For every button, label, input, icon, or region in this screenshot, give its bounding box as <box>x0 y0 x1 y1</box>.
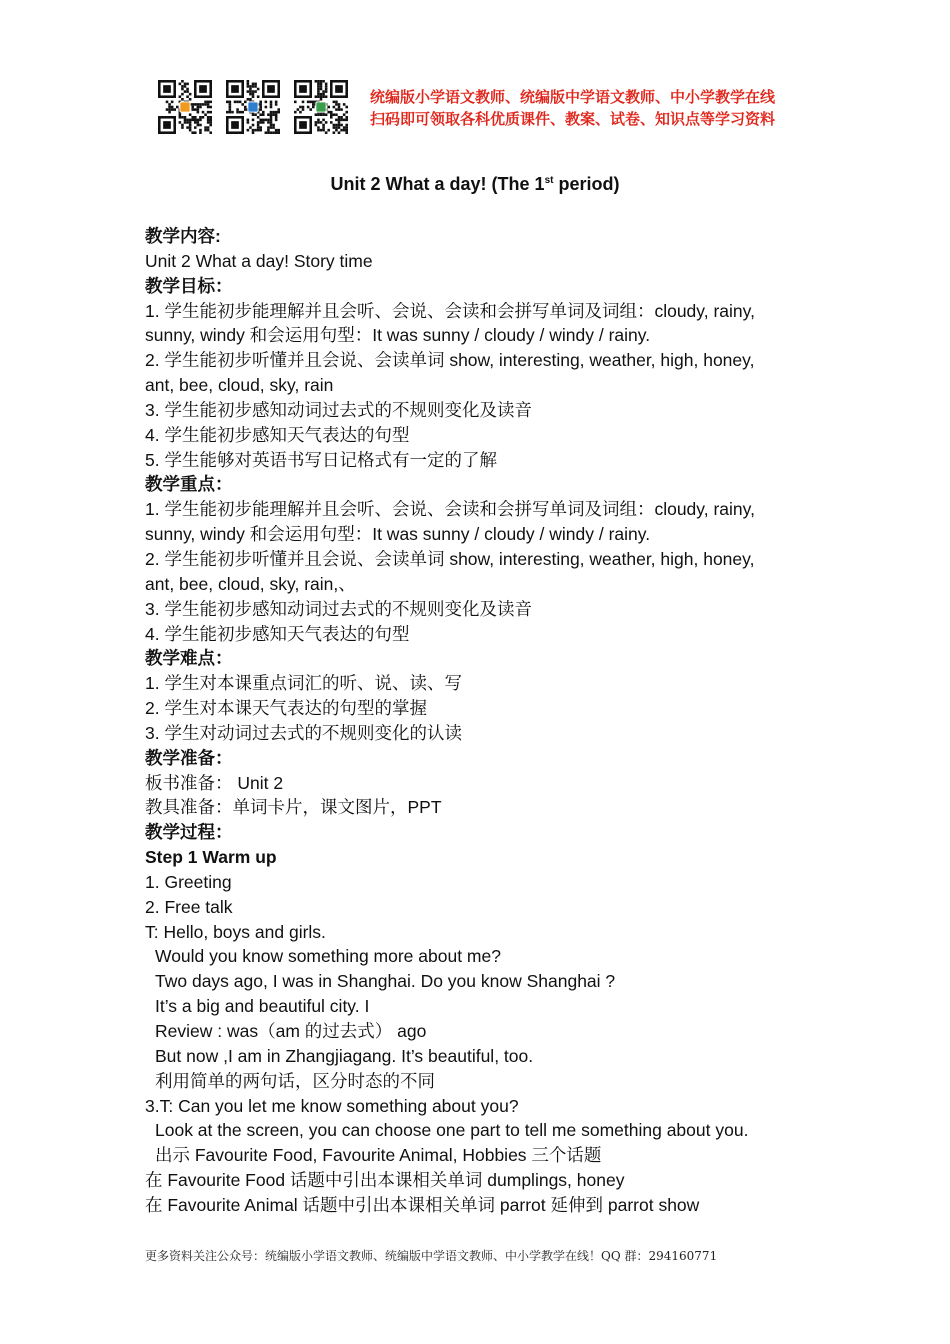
section-heading: 教学内容: <box>145 226 221 246</box>
section-heading: Step 1 Warm up <box>145 847 277 868</box>
section-heading: 教学准备： <box>145 747 233 768</box>
title-main: Unit 2 What a day! (The 1 <box>330 174 545 194</box>
title-superscript: st <box>544 175 554 186</box>
text-line: 板书准备： Unit 2 <box>145 772 284 793</box>
qr-code-2 <box>226 80 280 134</box>
section-heading: 教学难点： <box>145 648 233 669</box>
text-line: 1. 学生能初步能理解并且会听、会说、会读和会拼写单词及词组：cloudy, rainy, <box>145 499 755 520</box>
text-line: Two days ago, I was in Shanghai. Do you know Shanghai ? <box>155 971 616 992</box>
text-line: 2. 学生对本课天气表达的句型的掌握 <box>145 698 427 719</box>
title-tail: period) <box>553 174 620 194</box>
text-line: T: Hello, boys and girls. <box>145 921 326 942</box>
text-line: 3. 学生能初步感知动词过去式的不规则变化及读音 <box>145 399 532 420</box>
text-line: 5. 学生能够对英语书写日记格式有一定的了解 <box>145 449 497 470</box>
text-line: It’s a big and beautiful city. I <box>155 996 370 1017</box>
text-line: 2. Free talk <box>145 896 233 917</box>
text-line: 3.T: Can you let me know something about you? <box>145 1095 519 1116</box>
section-heading: 教学目标： <box>145 275 233 296</box>
lesson-plan-body <box>145 224 815 1218</box>
text-line: 3. 学生能初步感知动词过去式的不规则变化及读音 <box>145 598 532 619</box>
page-header <box>158 80 798 136</box>
text-line: 4. 学生能初步感知天气表达的句型 <box>145 623 410 644</box>
page-footer: 更多资料关注公众号：统编版小学语文教师、统编版中学语文教师、中小学教学在线！QQ 群：294160771 <box>145 1249 718 1263</box>
text-line: Look at the screen, you can choose one part to tell me something about you. <box>155 1120 749 1141</box>
text-line: 在 Favourite Food 话题中引出本课相关单词 dumplings, honey <box>145 1170 625 1191</box>
text-line: 1. Greeting <box>145 871 232 892</box>
text-line: 4. 学生能初步感知天气表达的句型 <box>145 424 410 445</box>
text-line: ant, bee, cloud, sky, rain,、 <box>145 573 356 594</box>
text-line: Review : was（am 的过去式） ago <box>155 1021 427 1041</box>
qr-code-1 <box>158 80 212 134</box>
text-line: 3. 学生对动词过去式的不规则变化的认读 <box>145 722 462 743</box>
promo-text <box>370 86 775 130</box>
text-line: Would you know something more about me? <box>155 946 501 967</box>
text-line: sunny, windy 和会运用句型：It was sunny / cloudy / windy / rainy. <box>145 325 651 346</box>
text-line: 2. 学生能初步听懂并且会说、会读单词 show, interesting, weather, high, honey, <box>145 350 755 371</box>
text-line: 教具准备：单词卡片，课文图片，PPT <box>145 797 442 818</box>
text-line: 2. 学生能初步听懂并且会说、会读单词 show, interesting, weather, high, honey, <box>145 548 755 569</box>
text-line: 利用简单的两句话，区分时态的不同 <box>155 1070 435 1091</box>
promo-line-2: 扫码即可领取各科优质课件、教案、试卷、知识点等学习资料 <box>370 110 776 128</box>
text-line: sunny, windy 和会运用句型：It was sunny / cloudy / windy / rainy. <box>145 524 651 545</box>
text-line: 在 Favourite Animal 话题中引出本课相关单词 parrot 延伸到 parrot show <box>145 1194 700 1215</box>
text-line: 1. 学生能初步能理解并且会听、会说、会读和会拼写单词及词组：cloudy, rainy, <box>145 300 755 321</box>
qr-code-3 <box>294 80 348 134</box>
document-title <box>0 174 950 195</box>
text-line: But now ,I am in Zhangjiagang. It’s beautiful, too. <box>155 1045 534 1066</box>
text-line: 出示 Favourite Food, Favourite Animal, Hobbies 三个话题 <box>155 1145 602 1166</box>
text-line: Unit 2 What a day! Story time <box>145 250 373 271</box>
section-heading: 教学重点： <box>145 474 233 495</box>
text-line: 1. 学生对本课重点词汇的听、说、读、写 <box>145 673 462 694</box>
promo-line-1: 统编版小学语文教师、统编版中学语文教师、中小学教学在线 <box>370 88 776 106</box>
text-line: ant, bee, cloud, sky, rain <box>145 375 334 396</box>
section-heading: 教学过程： <box>145 822 233 843</box>
